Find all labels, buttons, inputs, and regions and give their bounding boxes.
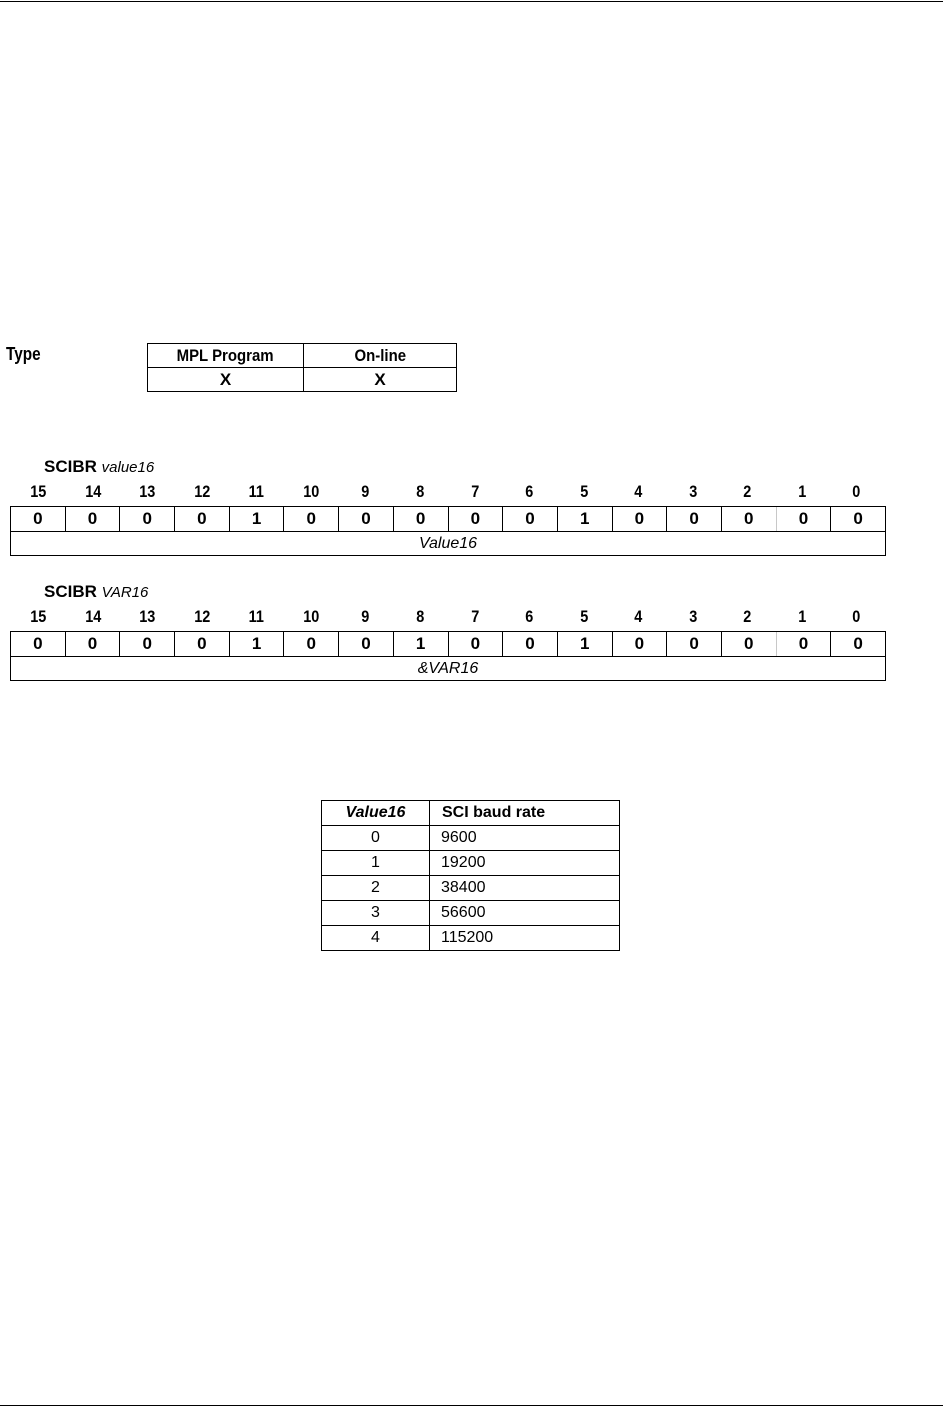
bit-number: 11 bbox=[248, 607, 265, 626]
bit-value: 0 bbox=[612, 507, 667, 531]
register-command: SCIBR bbox=[44, 457, 97, 476]
register-argument: VAR16 bbox=[101, 584, 149, 601]
value-cell: 2 bbox=[322, 876, 430, 901]
bit-value: 0 bbox=[338, 632, 393, 656]
bit-number: 15 bbox=[30, 607, 47, 626]
bit-number: 14 bbox=[84, 607, 101, 626]
bit-number: 4 bbox=[634, 482, 643, 501]
bit-field-label: &VAR16 bbox=[417, 660, 479, 677]
bit-number: 13 bbox=[139, 607, 156, 626]
bit-value: 0 bbox=[830, 507, 885, 531]
bottom-rule bbox=[0, 1405, 943, 1406]
bit-number: 10 bbox=[303, 607, 320, 626]
bit-value: 0 bbox=[283, 507, 338, 531]
column-header-value16: Value16 bbox=[322, 801, 430, 826]
bit-number: 15 bbox=[30, 482, 47, 501]
bit-number: 10 bbox=[303, 482, 320, 501]
bit-value: 0 bbox=[174, 507, 229, 531]
type-header-online: On-line bbox=[354, 345, 406, 365]
bit-number: 8 bbox=[416, 482, 425, 501]
bit-value: 1 bbox=[557, 632, 612, 656]
bit-value: 1 bbox=[393, 632, 448, 656]
bit-value: 0 bbox=[776, 507, 831, 531]
bit-value: 0 bbox=[502, 632, 557, 656]
bit-number: 1 bbox=[798, 482, 807, 501]
table-row bbox=[322, 926, 620, 951]
bit-value: 0 bbox=[65, 507, 120, 531]
bit-value: 0 bbox=[612, 632, 667, 656]
bit-number: 9 bbox=[361, 482, 370, 501]
type-value-mpl-program: X bbox=[148, 368, 304, 392]
value-cell: 1 bbox=[322, 851, 430, 876]
baud-rate-cell: 115200 bbox=[430, 926, 620, 951]
bit-number-row bbox=[11, 482, 884, 502]
bit-number: 0 bbox=[852, 607, 861, 626]
bit-number: 9 bbox=[361, 607, 370, 626]
bit-number: 13 bbox=[139, 482, 156, 501]
register-command: SCIBR bbox=[44, 582, 97, 601]
bit-number-row bbox=[11, 607, 884, 627]
baud-rate-table bbox=[321, 800, 620, 951]
bit-value: 0 bbox=[830, 632, 885, 656]
register-argument: value16 bbox=[101, 459, 155, 476]
bit-value: 0 bbox=[721, 507, 776, 531]
bit-number: 8 bbox=[416, 607, 425, 626]
bit-value: 0 bbox=[119, 632, 174, 656]
table-row bbox=[322, 901, 620, 926]
bit-number: 6 bbox=[525, 482, 534, 501]
bit-number: 12 bbox=[193, 482, 211, 501]
bit-number: 0 bbox=[852, 482, 861, 501]
top-rule bbox=[0, 1, 943, 2]
column-header-baud-rate: SCI baud rate bbox=[430, 801, 620, 826]
baud-rate-cell: 19200 bbox=[430, 851, 620, 876]
bit-value: 0 bbox=[33, 634, 43, 653]
bit-number: 3 bbox=[689, 482, 698, 501]
bit-value: 0 bbox=[776, 632, 831, 656]
type-value-online: X bbox=[304, 368, 457, 392]
table-row bbox=[322, 826, 620, 851]
bit-field-label: Value16 bbox=[418, 535, 478, 552]
table-header-row bbox=[322, 801, 620, 826]
type-table bbox=[147, 343, 457, 392]
bit-number: 1 bbox=[798, 607, 807, 626]
bit-value: 0 bbox=[448, 632, 503, 656]
bit-number: 7 bbox=[470, 607, 479, 626]
register-title bbox=[44, 457, 154, 477]
value-cell: 3 bbox=[322, 901, 430, 926]
register-title bbox=[44, 582, 148, 602]
bit-value: 0 bbox=[502, 507, 557, 531]
bit-value: 1 bbox=[557, 507, 612, 531]
bit-value: 0 bbox=[33, 509, 43, 528]
bit-value: 1 bbox=[229, 507, 284, 531]
bit-number: 5 bbox=[579, 482, 588, 501]
bit-number: 6 bbox=[525, 607, 534, 626]
bit-value-row bbox=[11, 507, 885, 532]
bit-number: 2 bbox=[743, 482, 752, 501]
bit-value: 0 bbox=[721, 632, 776, 656]
bit-value: 0 bbox=[174, 632, 229, 656]
bit-value: 0 bbox=[338, 507, 393, 531]
bit-number: 7 bbox=[470, 482, 479, 501]
table-row bbox=[322, 851, 620, 876]
bit-value: 0 bbox=[119, 507, 174, 531]
bit-value: 0 bbox=[666, 507, 721, 531]
bit-value: 0 bbox=[283, 632, 338, 656]
type-label: Type bbox=[6, 344, 41, 364]
bit-number: 12 bbox=[193, 607, 211, 626]
bit-value: 0 bbox=[65, 632, 120, 656]
value-cell: 0 bbox=[322, 826, 430, 851]
bit-number: 4 bbox=[634, 607, 643, 626]
bit-value-row bbox=[11, 632, 885, 657]
bit-value: 0 bbox=[448, 507, 503, 531]
baud-rate-cell: 9600 bbox=[430, 826, 620, 851]
bit-number: 5 bbox=[579, 607, 588, 626]
register-bit-table bbox=[10, 631, 886, 681]
register-bit-table bbox=[10, 506, 886, 556]
bit-number: 14 bbox=[84, 482, 101, 501]
bit-number: 3 bbox=[689, 607, 698, 626]
bit-value: 0 bbox=[393, 507, 448, 531]
type-header-mpl-program: MPL Program bbox=[177, 345, 274, 365]
bit-value: 1 bbox=[229, 632, 284, 656]
bit-number: 2 bbox=[743, 607, 752, 626]
bit-number: 11 bbox=[248, 482, 265, 501]
bit-value: 0 bbox=[666, 632, 721, 656]
table-row bbox=[322, 876, 620, 901]
value-cell: 4 bbox=[322, 926, 430, 951]
baud-rate-cell: 56600 bbox=[430, 901, 620, 926]
baud-rate-cell: 38400 bbox=[430, 876, 620, 901]
